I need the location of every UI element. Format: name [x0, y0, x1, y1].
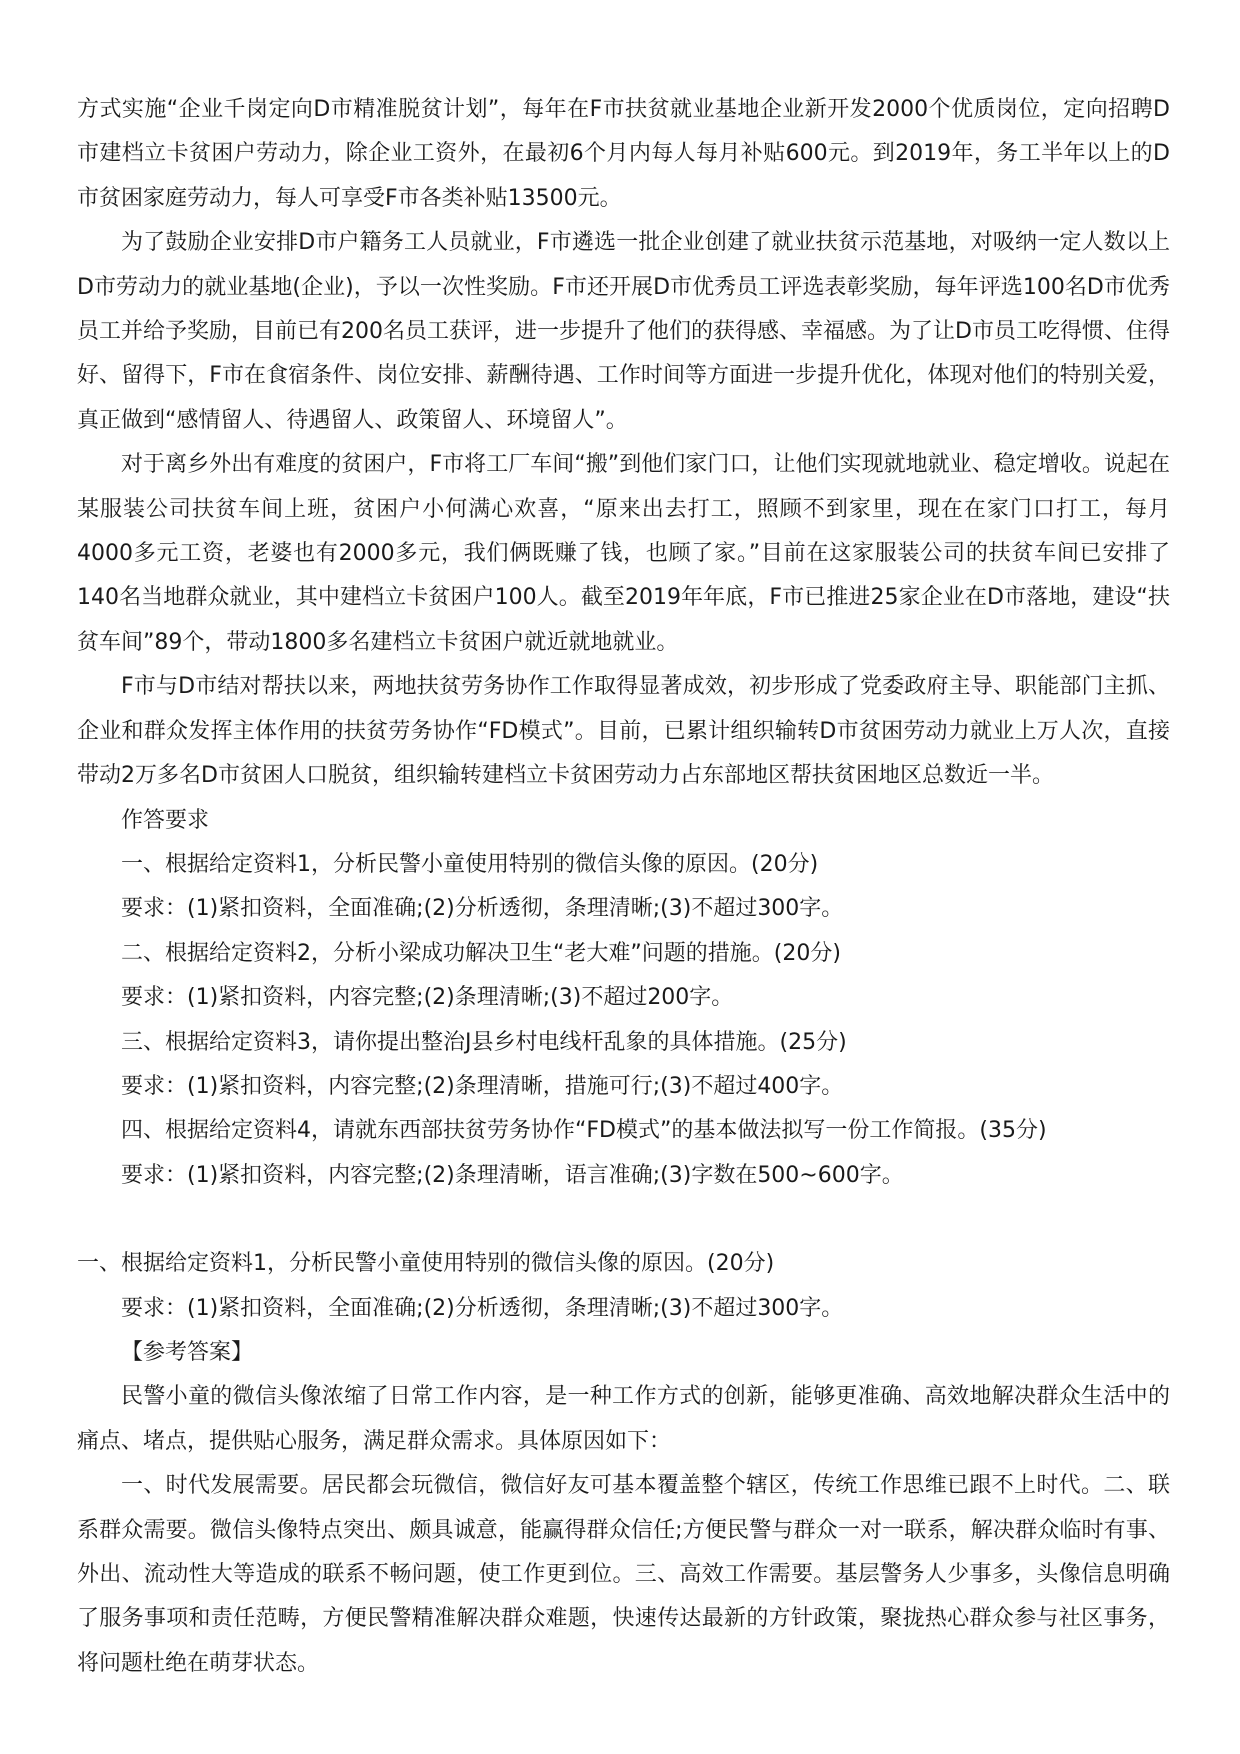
answer-intro-paragraph: 民警小童的微信头像浓缩了日常工作内容，是一种工作方式的创新，能够更准确、高效地解决群众生活中的痛点、堵点，提供贴心服务，满足群众需求。具体原因如下： [77, 1384, 1170, 1454]
section-gap [77, 1198, 1170, 1242]
question-4-requirement: 要求：(1)紧扣资料，内容完整;(2)条理清晰，语言准确;(3)字数在500~600字。 [121, 1162, 904, 1188]
requirements-heading: 作答要求 [121, 807, 210, 833]
answer-requirement: 要求：(1)紧扣资料，全面准确;(2)分析透彻，条理清晰;(3)不超过300字。 [121, 1295, 844, 1321]
answer-body-paragraph: 一、时代发展需要。居民都会玩微信，微信好友可基本覆盖整个辖区，传统工作思维已跟不上时代。二、联系群众需要。微信头像特点突出、颇具诚意，能赢得群众信任;方便民警与群众一对一联系，解决群众临时有事、外出、流动性大等造成的联系不畅问题，使工作更到位。三、高效工作需要。基层警务人少事多，头像信息明确了服务事项和责任范畴，方便民警精准解决群众难题，快速传达最新的方针政策，聚拢热心群众参与社区事务，将问题杜绝在萌芽状态。 [77, 1473, 1170, 1676]
question-3: 三、根据给定资料3，请你提出整治J县乡村电线杆乱象的具体措施。(25分) [121, 1029, 847, 1055]
question-3-requirement: 要求：(1)紧扣资料，内容完整;(2)条理清晰，措施可行;(3)不超过400字。 [121, 1073, 844, 1099]
question-2: 二、根据给定资料2，分析小梁成功解决卫生“老大难”问题的措施。(20分) [121, 940, 841, 966]
question-4: 四、根据给定资料4，请就东西部扶贫劳务协作“FD模式”的基本做法拟写一份工作简报。(35分) [121, 1118, 1047, 1144]
reference-answer-label: 【参考答案】 [121, 1339, 254, 1365]
material-paragraph-2: 为了鼓励企业安排D市户籍务工人员就业，F市遴选一批企业创建了就业扶贫示范基地，对吸纳一定人数以上D市劳动力的就业基地(企业)，予以一次性奖励。F市还开展D市优秀员工评选表彰奖励，每年评选100名D市优秀员工并给予奖励，目前已有200名员工获评，进一步提升了他们的获得感、幸福感。为了让D市员工吃得惯、住得好、留得下，F市在食宿条件、岗位安排、薪酬待遇、工作时间等方面进一步提升优化，体现对他们的特别关爱，真正做到“感情留人、待遇留人、政策留人、环境留人”。 [77, 230, 1170, 433]
answer-question-title: 一、根据给定资料1，分析民警小童使用特别的微信头像的原因。(20分) [77, 1251, 775, 1277]
material-paragraph-4: F市与D市结对帮扶以来，两地扶贫劳务协作工作取得显著成效，初步形成了党委政府主导、职能部门主抓、企业和群众发挥主体作用的扶贫劳务协作“FD模式”。目前，已累计组织输转D市贫困劳动力就业上万人次，直接带动2万多名D市贫困人口脱贫，组织输转建档立卡贫困劳动力占东部地区帮扶贫困地区总数近一半。 [77, 674, 1170, 789]
question-1: 一、根据给定资料1，分析民警小童使用特别的微信头像的原因。(20分) [121, 851, 819, 877]
material-paragraph-3: 对于离乡外出有难度的贫困户，F市将工厂车间“搬”到他们家门口，让他们实现就地就业、稳定增收。说起在某服装公司扶贫车间上班，贫困户小何满心欢喜，“原来出去打工，照顾不到家里，现在在家门口打工，每月4000多元工资，老婆也有2000多元，我们俩既赚了钱，也顾了家。”目前在这家服装公司的扶贫车间已安排了140名当地群众就业，其中建档立卡贫困户100人。截至2019年年底，F市已推进25家企业在D市落地，建设“扶贫车间”89个，带动1800多名建档立卡贫困户就近就地就业。 [77, 452, 1170, 655]
question-2-requirement: 要求：(1)紧扣资料，内容完整;(2)条理清晰;(3)不超过200字。 [121, 985, 734, 1011]
material-paragraph-1: 方式实施“企业千岗定向D市精准脱贫计划”，每年在F市扶贫就业基地企业新开发2000个优质岗位，定向招聘D市建档立卡贫困户劳动力，除企业工资外，在最初6个月内每人每月补贴600元。到2019年，务工半年以上的D市贫困家庭劳动力，每人可享受F市各类补贴13500元。 [77, 97, 1170, 211]
question-1-requirement: 要求：(1)紧扣资料，全面准确;(2)分析透彻，条理清晰;(3)不超过300字。 [121, 896, 844, 922]
